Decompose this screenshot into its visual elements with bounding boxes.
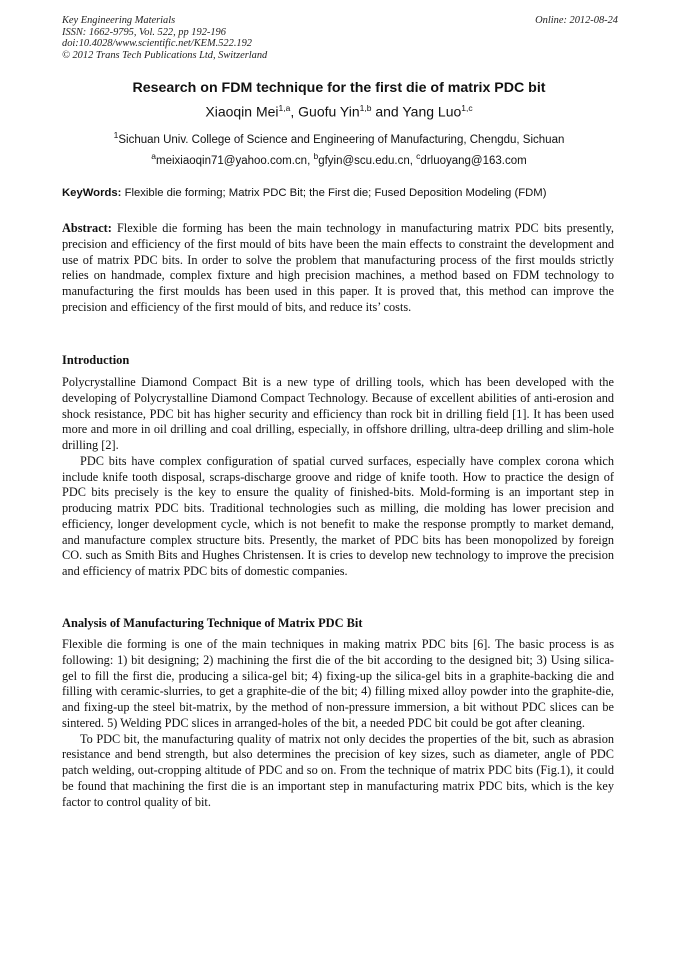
affiliation: [62, 130, 616, 146]
affiliation-mark: 1: [113, 130, 119, 140]
author-name: Yang Luo: [402, 103, 462, 120]
abstract: [62, 221, 614, 316]
email-mark: a: [151, 151, 157, 161]
paper-title: Research on FDM technique for the first die of matrix PDC bit: [132, 80, 546, 96]
author-affiliation-mark: 1,b: [359, 103, 372, 113]
email-separator: ,: [409, 154, 417, 167]
email-link[interactable]: gfyin@scu.edu.cn: [318, 154, 410, 167]
abstract-label: Abstract:: [62, 221, 112, 235]
section-heading: Introduction: [62, 353, 130, 367]
journal-name: Key Engineering Materials: [62, 15, 176, 26]
abstract-text: Flexible die forming has been the main technology in manufacturing matrix PDC bits presently, precision and efficiency of the first mould of bits have been the main effects to constraint the development and use of matrix PDC bits. In order to solve the problem that manufacturing process of the first moulds strictly relies on handmade, complex fixture and high precision machines, a method based on FDM technology to manufacturing the first moulds has been used in this paper. It is proved that, this method can improve the precision and efficiency of the first mould of bits, and reduce its’ costs.: [62, 221, 615, 314]
author-list: [62, 103, 616, 120]
email-link[interactable]: drluoyang@163.com: [420, 154, 527, 167]
author-separator: and: [371, 103, 403, 120]
author-affiliation-mark: 1,a: [278, 103, 291, 113]
online-date: Online: 2012-08-24: [535, 15, 618, 26]
journal-doi: doi:10.4028/www.scientific.net/KEM.522.192: [62, 38, 252, 50]
section-body: [62, 375, 614, 580]
journal-copyright: © 2012 Trans Tech Publications Ltd, Switzerland: [62, 49, 268, 61]
email-link[interactable]: meixiaoqin71@yahoo.com.cn: [156, 154, 308, 167]
paragraph: Flexible die forming is one of the main techniques in making matrix PDC bits [6]. The basic process is as following: 1) bit designing; 2) machining the first die of the bit according to the designed bit; 3) Using silica-gel to fill the first die, producing a silica-gel bit; 4) fixing-up the silica-gel bits in a graphite-backing die and filling with ceramic-slurries, to get a graphite-die of the bit; 4) filling mixed alloy powder into the graphite-die, and fixing-up the steel bit-matrix, by the method of non-pressure immersion, a bit without PDC slices can be sintered. 5) Welding PDC slices in arranged-holes of the bit, a needed PDC bit could be got after cleaning.: [62, 637, 614, 730]
email-mark: c: [416, 151, 421, 161]
email-list: [62, 151, 616, 167]
section-body: [62, 637, 614, 810]
email-mark: b: [313, 151, 319, 161]
email-separator: ,: [307, 154, 314, 167]
author-separator: ,: [290, 103, 299, 120]
author-name: Guofu Yin: [298, 103, 360, 120]
section-heading: Analysis of Manufacturing Technique of Matrix PDC Bit: [62, 616, 363, 630]
paragraph: To PDC bit, the manufacturing quality of matrix not only decides the properties of the bit, such as abrasion resistance and bend strength, but also determines the precision of key sizes, such as diameter, angle of PDC patch welding, out-cropping altitude of PDC and so on. From the technique of matrix PDC bits (Fig.1), it could be found that machining the first die is an important step in manufacturing matrix PDC bits, which is the key factor to control quality of bit.: [62, 731, 614, 809]
paragraph: Polycrystalline Diamond Compact Bit is a new type of drilling tools, which has been developed with the developing of Polycrystalline Diamond Compact Technology. Because of excellent abilities of anti-erosion and shock resistance, PDC bit has higher security and efficiency than rock bit in drilling field [1]. It has been used more and more in oil drilling and coal drilling, especially, in offshore drilling, ultra-deep drilling and slim-hole drilling [2].: [62, 375, 614, 452]
author-name: Xiaoqin Mei: [205, 103, 279, 120]
journal-header: [62, 15, 618, 61]
keywords: [62, 187, 616, 199]
journal-issn: ISSN: 1662-9795, Vol. 522, pp 192-196: [62, 26, 226, 38]
author-affiliation-mark: 1,c: [461, 103, 473, 113]
paragraph: PDC bits have complex configuration of spatial curved surfaces, especially have complex corona which include knife tooth disposal, scraps-discharge groove and ridge of knife tooth. How to practice the design of PDC bits precisely is the key to ensure the quality of finished-bits. Mold-forming is an important step in producing matrix PDC bits. Traditional technologies such as milling, die molding has lower precision and efficiency, longer development cycle, which is not benefit to make the response promptly to market demand, and manufacture complex structure bits. Presently, the market of PDC bits has been monopolized by foreign CO. such as Smith Bits and Hughes Christensen. It is cries to develop new technology to improve the precision and efficiency of matrix PDC bits of domestic companies.: [62, 453, 614, 578]
keywords-text: Flexible die forming; Matrix PDC Bit; the First die; Fused Deposition Modeling (FDM): [124, 187, 547, 199]
affiliation-text: Sichuan Univ. College of Science and Engineering of Manufacturing, Chengdu, Sichuan: [118, 133, 565, 146]
keywords-label: KeyWords:: [62, 187, 122, 199]
